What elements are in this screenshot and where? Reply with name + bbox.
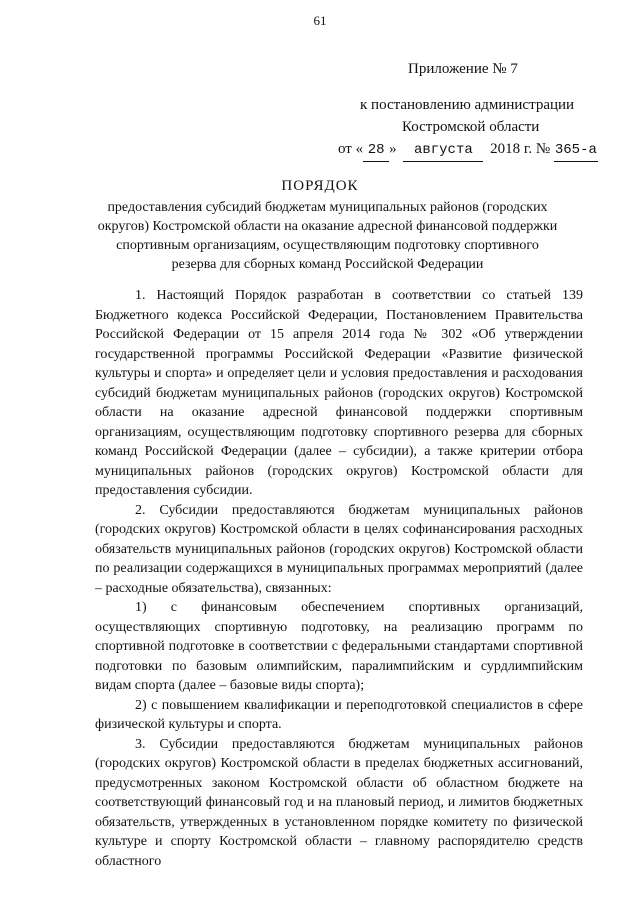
appendix-date-line — [338, 138, 598, 162]
paragraph-2-item-2: 2) с повышением квалификации и переподготовкой специалистов в сфере физической культуры и спорта. — [95, 697, 583, 732]
document-title: ПОРЯДОК — [281, 178, 359, 194]
document-subtitle: предоставления субсидий бюджетам муниципальных районов (городских округов) Костромской области на оказание адресной финансовой поддержки спортивным организациям, осуществляющим подготовку спортивного резерва для сборных команд Российской Федерации — [97, 200, 558, 272]
appendix-header — [338, 58, 598, 162]
paragraph-2: 2. Субсидии предоставляются бюджетам муниципальных районов (городских округов) Костромской области в целях софинансирования расходных обязательств муниципальных районов (городских округов) Костромской области по реализации содержащихся в муниципальных программах мероприятий (далее – расходные обязательства), связанных: — [95, 502, 583, 596]
appendix-region: Костромской области — [402, 119, 540, 135]
date-year: 2018 г. № — [490, 141, 551, 157]
date-sep: » — [389, 141, 397, 157]
resolution-number: 365-а — [554, 139, 598, 162]
date-prefix: от « — [338, 141, 364, 157]
paragraph-3: 3. Субсидии предоставляются бюджетам муниципальных районов (городских округов) Костромской области в пределах бюджетных ассигнований, предусмотренных законом Костромской области об областном бюджете на соответствующий финансовый год и на плановый период, и лимитов бюджетных обязательств, утвержденных в установленном порядке комитету по физической культуре и спорту Костромской области – главному распорядителю средств областного — [95, 736, 583, 869]
appendix-resolution: к постановлению администрации — [360, 97, 575, 113]
document-body — [95, 286, 583, 871]
appendix-title: Приложение № 7 — [408, 61, 518, 77]
paragraph-1: 1. Настоящий Порядок разработан в соответствии со статьей 139 Бюджетного кодекса Российской Федерации, Постановлением Правительства Российской Федерации от 15 апреля 2014 года № 302 «Об утверждении государственной программы Российской Федерации «Развитие физической культуры и спорта» и определяет цели и условия предоставления и расходования субсидий бюджетам муниципальных районов (городских округов) Костромской области на оказание адресной финансовой поддержки спортивным организациям, осуществляющим подготовку спортивного резерва для сборных команд Российской Федерации (далее – субсидии), а также критерии отбора муниципальных районов (городских округов) Костромской области для предоставления субсидии. — [95, 288, 583, 498]
date-day: 28 — [363, 139, 389, 162]
date-month: августа — [403, 139, 483, 162]
paragraph-2-item-1: 1) с финансовым обеспечением спортивных организаций, осуществляющих спортивную подготовку, на реализацию программ по спортивной подготовке в соответствии с федеральными стандартами спортивной подготовки по базовым олимпийским, паралимпийским и сурдлимпийским видам спорта (далее – базовые виды спорта); — [95, 600, 583, 693]
page-number: 61 — [313, 13, 327, 28]
